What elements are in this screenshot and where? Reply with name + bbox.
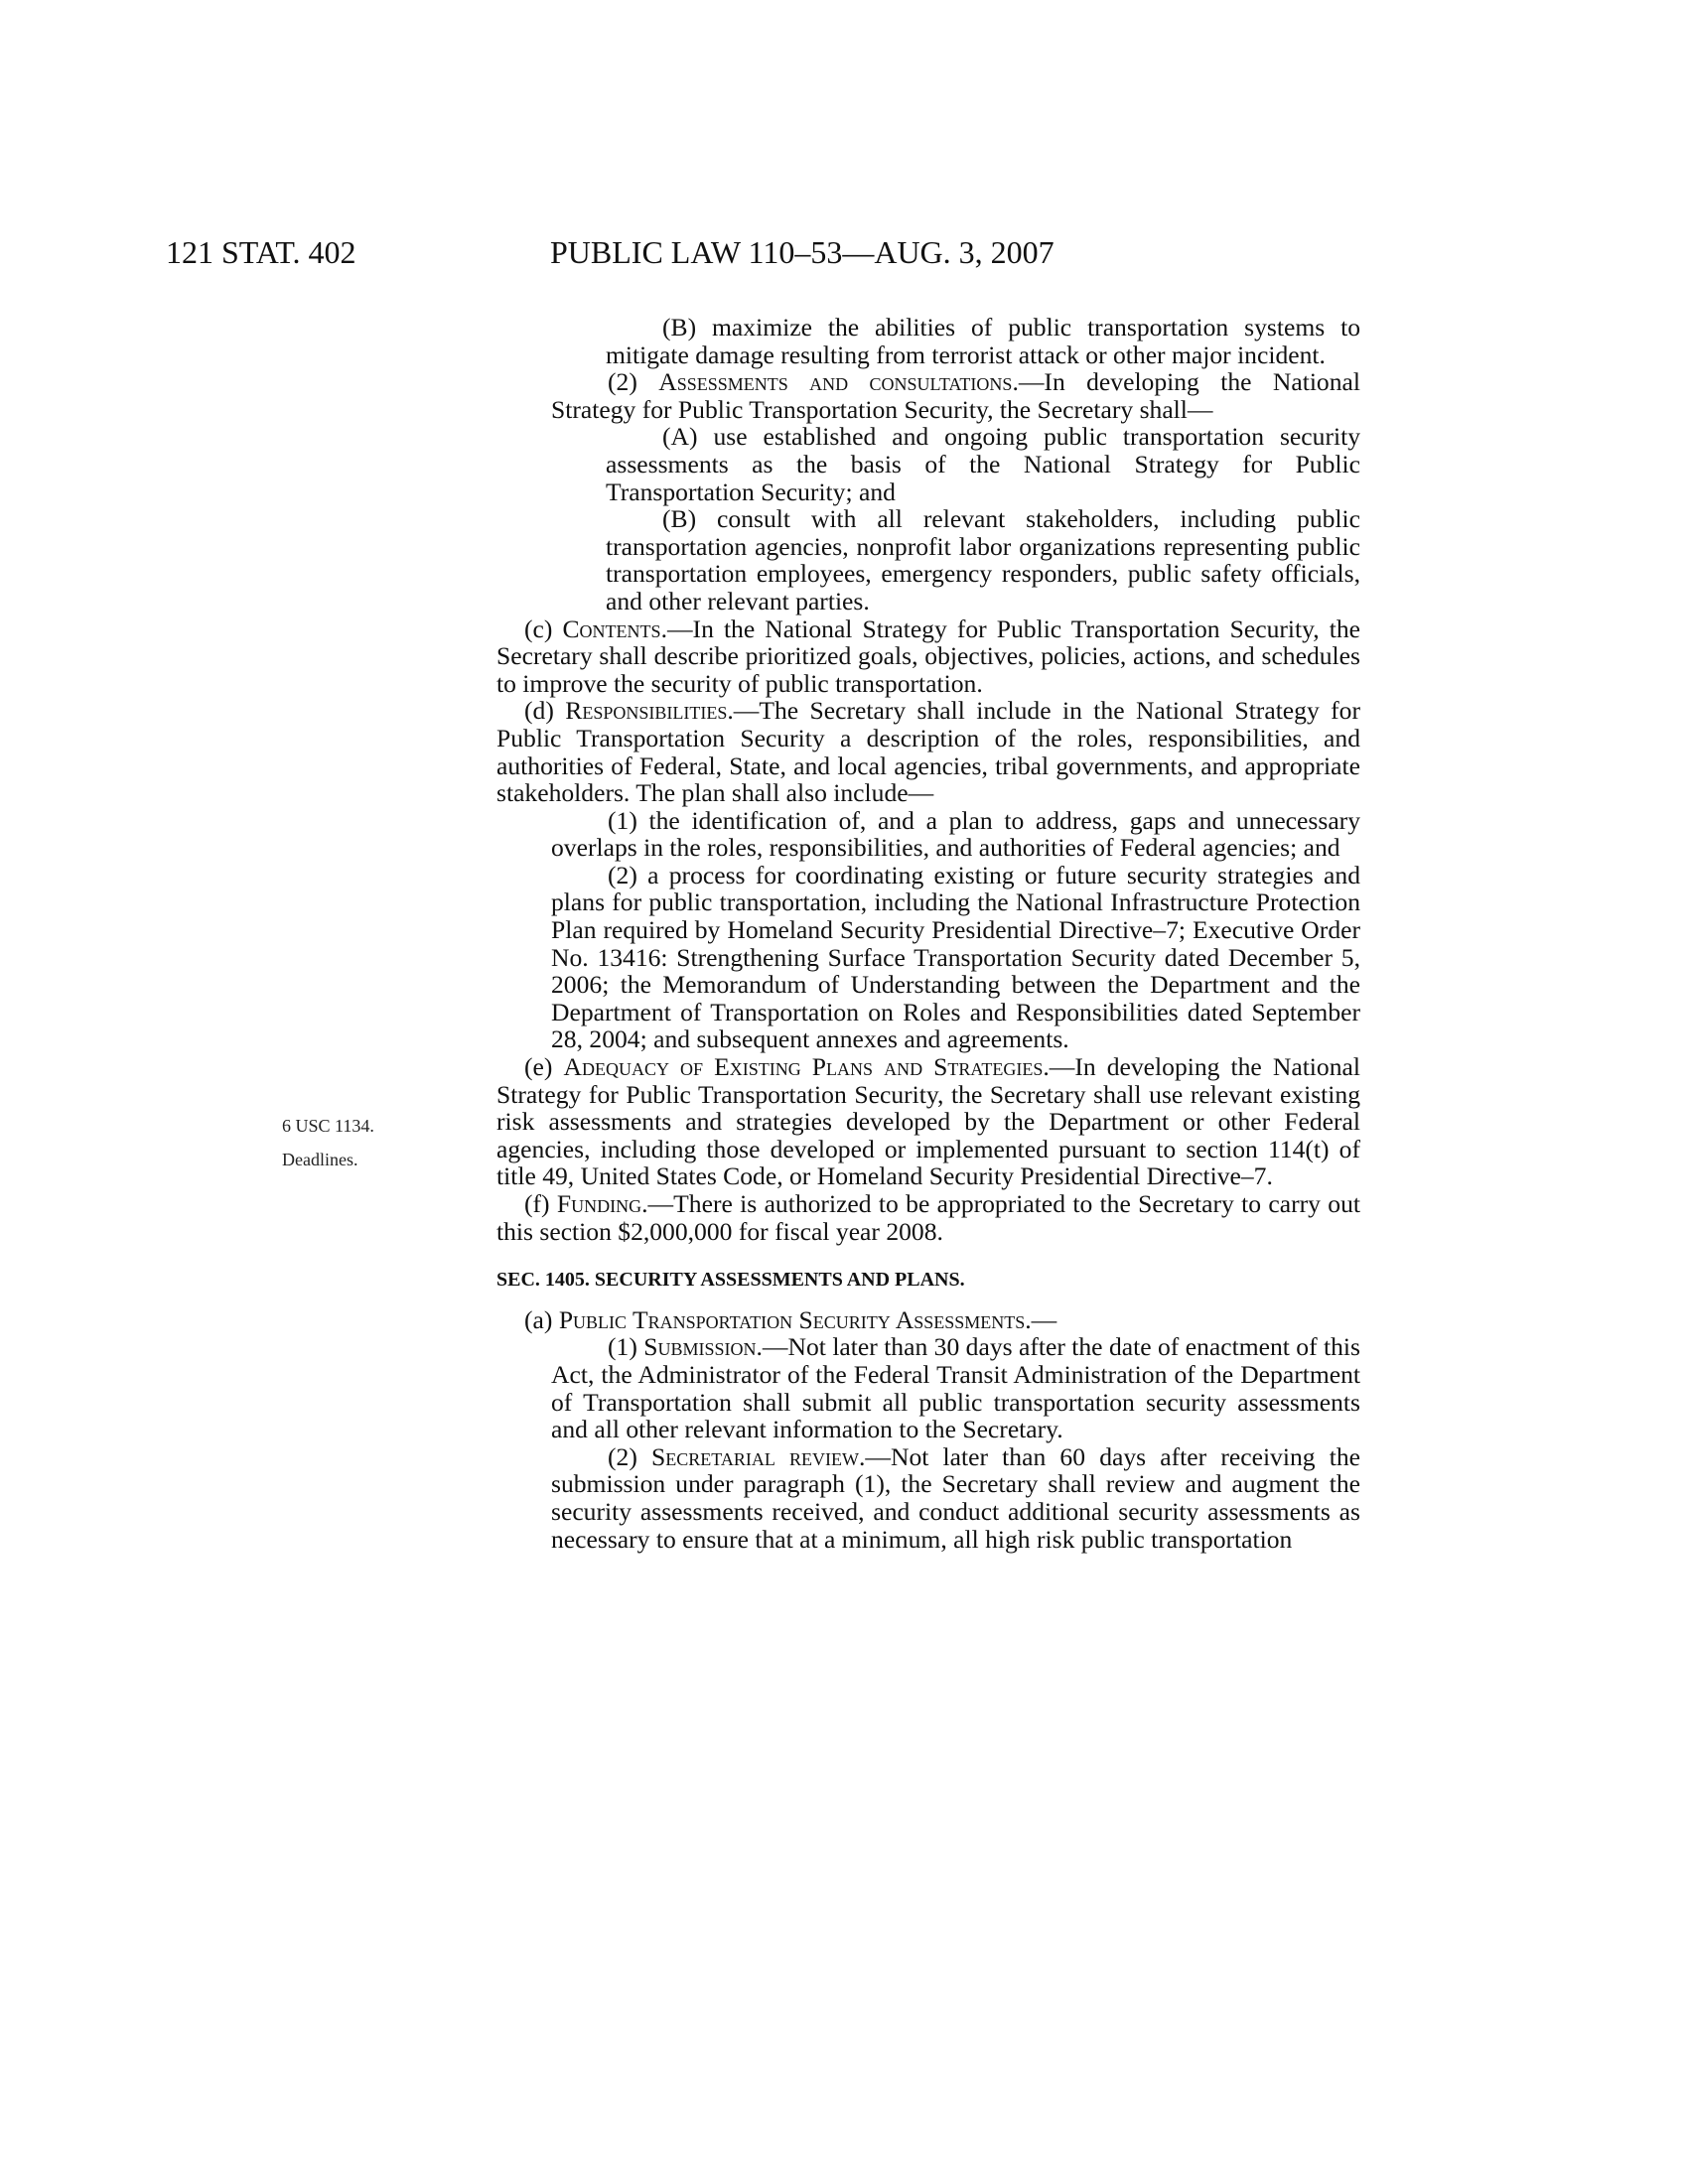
paragraph-text: .—There is authorized to be appropriated to the Secretary to carry out this section $2,000,000 for fiscal year 2008. xyxy=(496,1189,1360,1246)
paragraph-d1: (1) the identification of, and a plan to address, gaps and unnecessary overlaps in the roles, responsibilities, and authorities of Federal agencies; and xyxy=(551,805,1360,863)
paragraph-heading: Submission xyxy=(643,1332,757,1362)
paragraph-contents xyxy=(496,615,1360,698)
paragraph-number: (2) xyxy=(608,1441,652,1471)
document-body xyxy=(496,314,1360,1553)
margin-note-deadlines: Deadlines. xyxy=(282,1150,358,1169)
paragraph-number: (d) xyxy=(524,696,566,726)
paragraph-text: .—The Secretary shall include in the National Strategy for Public Transportation Security a description of the roles, responsibilities, and authorities of Federal, State, and local agencies, tribal governments, and appropriate stakeholders. The plan shall also include— xyxy=(496,696,1360,808)
paragraph-assessments xyxy=(551,368,1360,423)
paragraph-text: .—Not later than 30 days after the date of enactment of this Act, the Administrator of the Federal Transit Administration of the Department of Transportation shall submit all public transportation security assessments and all other relevant information to the Secretary. xyxy=(551,1332,1360,1444)
section-heading: SEC. 1405. SECURITY ASSESSMENTS AND PLANS. xyxy=(496,1269,965,1292)
margin-note-usc: 6 USC 1134. xyxy=(282,1116,374,1136)
paragraph-d2: (2) a process for coordinating existing or future security strategies and plans for public transportation, including the National Infrastructure Protection Plan required by Homeland Security Presidential Directive–7; Executive Order No. 13416: Strengthening Surface Transportation Security dated December 5, 2006; the Memorandum of Understanding between the Department and the Department of Transportation on Roles and Responsibilities dated September 28, 2004; and subsequent annexes and agreements. xyxy=(551,860,1360,1054)
paragraph-text: .—In developing the National Strategy for Public Transportation Security, the Secretary shall use relevant existing risk assessments and strategies developed by the Department or other Federal agencies, including those developed or implemented pursuant to section 114(t) of title 49, United States Code, or Homeland Security Presidential Directive–7. xyxy=(496,1052,1360,1191)
paragraph-b-consult: (B) consult with all relevant stakeholders, including public transportation agencies, nonprofit labor organizations representing public transportation employees, emergency responders, public safety officials, and other relevant parties. xyxy=(606,504,1360,615)
paragraph-heading: Adequacy of Existing Plans and Strategies xyxy=(563,1052,1044,1082)
paragraph-number: (e) xyxy=(524,1052,564,1082)
paragraph-text: .—In the National Strategy for Public Transportation Security, the Secretary shall describe prioritized goals, objectives, policies, actions, and schedules to improve the security of public transportation. xyxy=(496,614,1360,698)
paragraph-text: .—Not later than 60 days after receiving the submission under paragraph (1), the Secretary shall review and augment the security assessments received, and conduct additional security assessments as necessary to ensure that at a minimum, all high risk public transportation xyxy=(551,1441,1360,1554)
paragraph-submission xyxy=(551,1333,1360,1442)
running-head: PUBLIC LAW 110–53—AUG. 3, 2007 xyxy=(550,234,1055,270)
paragraph-number: (c) xyxy=(524,614,563,643)
paragraph-heading: Public Transportation Security Assessments xyxy=(558,1304,1026,1334)
paragraph-text: .— xyxy=(1025,1304,1057,1334)
paragraph-funding xyxy=(496,1190,1360,1245)
paragraph-text: .—In developing the National Strategy for Public Transportation Security, the Secretary shall— xyxy=(551,367,1361,424)
paragraph-heading: Funding xyxy=(556,1189,642,1218)
paragraph-secretarial-review xyxy=(551,1443,1360,1553)
paragraph-number: (2) xyxy=(608,367,659,397)
paragraph-a-use: (A) use established and ongoing public transportation security assessments as the basis of the National Strategy for Public Transportation Security; and xyxy=(606,422,1360,506)
paragraph-number: (a) xyxy=(524,1304,559,1334)
paragraph-a-assessments xyxy=(496,1306,1360,1334)
paragraph-number: (1) xyxy=(608,1332,644,1362)
paragraph-adequacy xyxy=(496,1053,1360,1190)
paragraph-responsibilities xyxy=(496,697,1360,806)
paragraph-number: (f) xyxy=(524,1189,557,1218)
page-header xyxy=(0,234,1688,278)
paragraph-heading: Contents xyxy=(562,614,661,643)
paragraph-heading: Assessments and consultations xyxy=(658,367,1013,397)
stat-page-number: 121 STAT. 402 xyxy=(166,234,356,270)
paragraph-heading: Secretarial review xyxy=(651,1441,859,1471)
paragraph-b-maximize: (B) maximize the abilities of public transportation systems to mitigate damage resulting from terrorist attack or other major incident. xyxy=(606,313,1360,369)
paragraph-heading: Responsibilities xyxy=(565,696,728,726)
